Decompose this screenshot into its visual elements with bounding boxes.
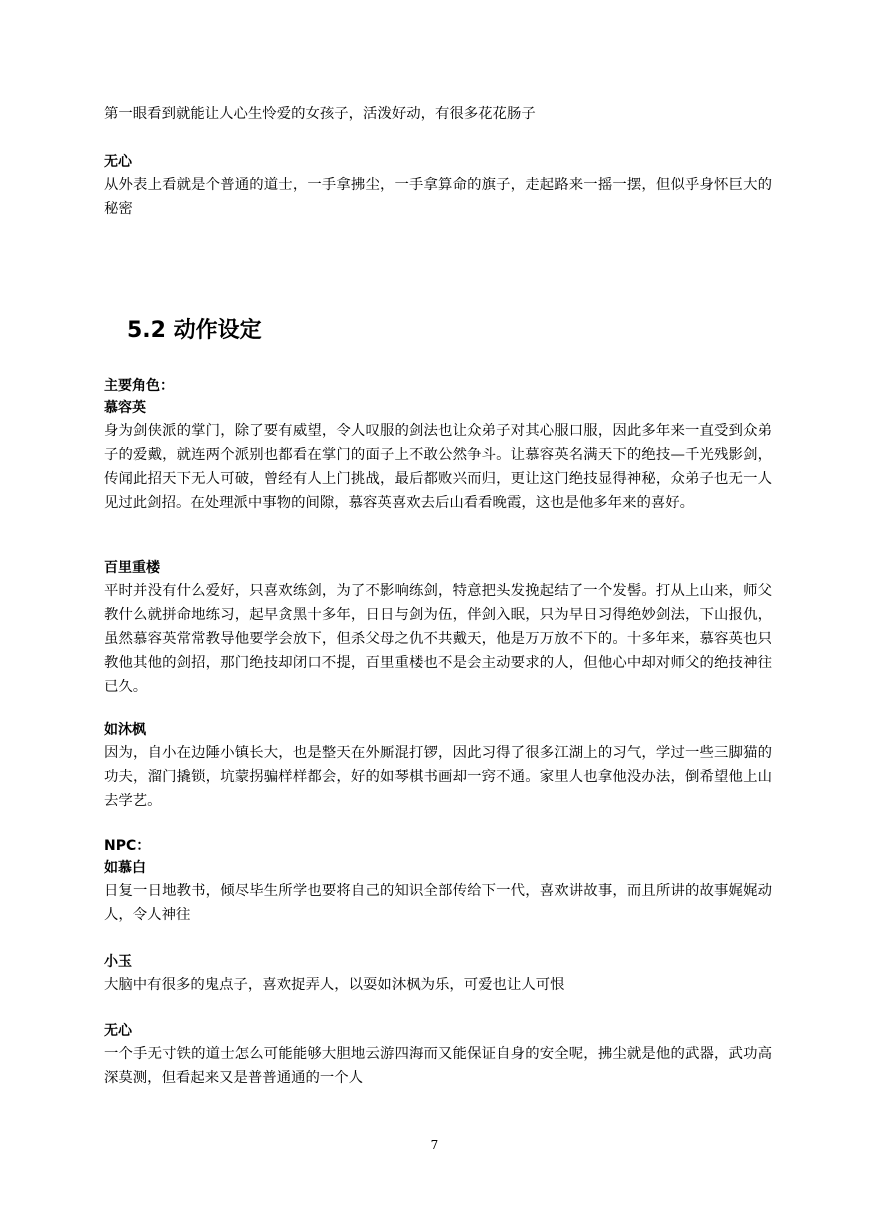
character-rumufeng bbox=[104, 719, 772, 813]
intro-paragraph: 第一眼看到就能让人心生怜爱的女孩子，活泼好动，有很多花花肠子 bbox=[104, 106, 536, 122]
character-name: 百里重楼 bbox=[104, 560, 160, 576]
character-name: 如慕白 bbox=[104, 860, 146, 876]
character-description: 平时并没有什么爱好，只喜欢练剑，为了不影响练剑，特意把头发挽起结了一个发髻。打从上山来，师父教什么就拼命地练习，起早贪黑十多年，日日与剑为伍，伴剑入眠，只为早日习得绝妙剑法，下山报仇，虽然慕容英常常教导他要学会放下，但杀父母之仇不共戴天，他是万万放不下的。十多年来，慕容英也只教他其他的剑招，那门绝技却闭口不提，百里重楼也不是会主动要求的人，但他心中却对师父的绝技神往已久。 bbox=[104, 583, 772, 695]
character-name: 小玉 bbox=[104, 954, 132, 970]
character-description: 因为，自小在边陲小镇长大，也是整天在外厮混打锣，因此习得了很多江湖上的习气，学过一些三脚猫的功夫，溜门撬锁，坑蒙拐骗样样都会，好的如琴棋书画却一窍不通。家里人也拿他没办法，倒希望他上山去学艺。 bbox=[104, 745, 772, 809]
main-characters-label: 主要角色： bbox=[104, 378, 174, 394]
character-wuxin-top bbox=[104, 151, 772, 221]
character-name: 如沐枫 bbox=[104, 722, 146, 738]
character-murongying bbox=[104, 397, 772, 515]
character-name: 无心 bbox=[104, 154, 132, 170]
character-description: 一个手无寸铁的道士怎么可能能够大胆地云游四海而又能保证自身的安全呢，拂尘就是他的武器，武功高深莫测，但看起来又是普普通通的一个人 bbox=[104, 1046, 772, 1086]
character-name: 慕容英 bbox=[104, 400, 146, 416]
character-rumubai bbox=[104, 857, 772, 927]
character-xiaoyu bbox=[104, 951, 772, 997]
npc-label: NPC： bbox=[104, 838, 151, 854]
main-characters-label-block bbox=[104, 375, 772, 397]
character-description: 日复一日地教书，倾尽毕生所学也要将自己的知识全部传给下一代，喜欢讲故事，而且所讲的故事娓娓动人，令人神往 bbox=[104, 883, 772, 923]
character-description: 大脑中有很多的鬼点子，喜欢捉弄人，以耍如沐枫为乐，可爱也让人可恨 bbox=[104, 977, 565, 993]
page-number: 7 bbox=[430, 1138, 439, 1152]
character-bailichonglou bbox=[104, 557, 772, 699]
character-description: 身为剑侠派的掌门，除了要有威望，令人叹服的剑法也让众弟子对其心服口服，因此多年来一直受到众弟子的爱戴，就连两个派别也都看在掌门的面子上不敢公然争斗。让慕容英名满天下的绝技—千光残影剑，传闻此招天下无人可破，曾经有人上门挑战，最后都败兴而归，更让这门绝技显得神秘，众弟子也无一人见过此剑招。在处理派中事物的间隙，慕容英喜欢去后山看看晚霞，这也是他多年来的喜好。 bbox=[104, 423, 772, 511]
character-description: 从外表上看就是个普通的道士，一手拿拂尘，一手拿算命的旗子，走起路来一摇一摆，但似乎身怀巨大的秘密 bbox=[104, 177, 772, 217]
character-name: 无心 bbox=[104, 1023, 132, 1039]
character-wuxin-bottom bbox=[104, 1020, 772, 1090]
intro-block bbox=[104, 102, 772, 126]
npc-label-block bbox=[104, 835, 772, 857]
section-heading: 5.2 动作设定 bbox=[127, 318, 262, 343]
